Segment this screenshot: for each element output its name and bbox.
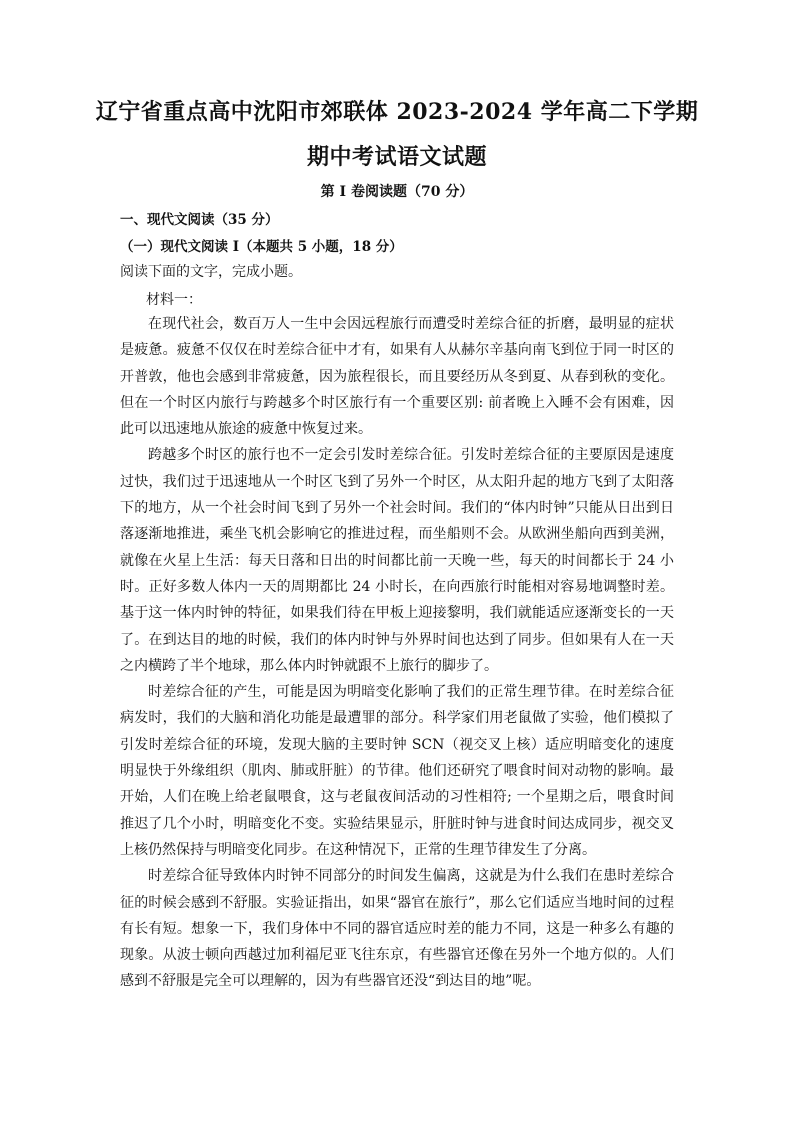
part-subtitle: 第 I 卷阅读题（70 分） (320, 184, 474, 200)
exam-title-line2: 期中考试语文试题 (306, 144, 487, 170)
exam-title-line1: 辽宁省重点高中沈阳市郊联体 2023-2024 学年高二下学期 (95, 99, 699, 125)
subsection-heading: （一）现代文阅读 I（本题共 5 小题，18 分） (120, 239, 403, 255)
paragraph: 跨越多个时区的旅行也不一定会引发时差综合征。引发时差综合征的主要原因是速度过快，我们过于迅速地从一个时区飞到了另外一个时区，从太阳升起的地方飞到了太阳落下的地方，从一个社会时间飞到了另外一个社会时间。我们的“体内时钟”只能从日出到日落逐渐地推进，乘坐飞机会影响它的推进过程，而坐船则不会。从欧洲坐船向西到美洲，就像在火星上生活：每天日落和日出的时间都比前一天晚一些，每天的时间都长于 24 小时。正好多数人体内一天的周期都比 24 小时长，在向西旅行时能相对容易地调整时差。基于这一体内时钟的特征，如果我们待在甲板上迎接黎明，我们就能适应逐渐变长的一天了。在到达目的地的时候，我们的体内时钟与外界时间也达到了同步。但如果有人在一天之内横跨了半个地球，那么体内时钟就跟不上旅行的脚步了。 (120, 447, 674, 674)
section-heading: 一、现代文阅读（35 分） (120, 212, 279, 228)
paragraph: 在现代社会，数百万人一生中会因远程旅行而遭受时差综合征的折磨，最明显的症状是疲惫。疲惫不仅仅在时差综合征中才有，如果有人从赫尔辛基向南飞到位于同一时区的开普敦，他也会感到非常疲惫，因为旅程很长，而且要经历从冬到夏、从春到秋的变化。但在一个时区内旅行与跨越多个时区旅行有一个重要区别: 前者晚上入睡不会有困难，因此可以迅速地从旅途的疲惫中恢复过来。 (120, 316, 674, 438)
material-body (120, 311, 674, 995)
paragraph: 时差综合征导致体内时钟不同部分的时间发生偏离，这就是为什么我们在患时差综合征的时候会感到不舒服。实验证指出，如果“器官在旅行”，那么它们适应当地时间的过程有长有短。想象一下，我们身体中不同的器官适应时差的能力不同，这是一种多么有趣的现象。从波士顿向西越过加利福尼亚飞往东京，有些器官还像在另外一个地方似的。人们感到不舒服是完全可以理解的，因为有些器官还没“到达目的地”呢。 (120, 868, 674, 990)
material-label: 材料一： (146, 292, 202, 308)
reading-instruction: 阅读下面的文字，完成小题。 (120, 264, 302, 280)
paragraph: 时差综合征的产生，可能是因为明暗变化影响了我们的正常生理节律。在时差综合征病发时，我们的大脑和消化功能是最遭罪的部分。科学家们用老鼠做了实验，他们模拟了引发时差综合征的环境，发现大脑的主要时钟 SCN（视交叉上核）适应明暗变化的速度明显快于外缘组织（肌肉、肺或肝脏）的节律。他们还研究了喂食时间对动物的影响。最开始，人们在晚上给老鼠喂食，这与老鼠夜间活动的习性相符; 一个星期之后，喂食时间推迟了几个小时，明暗变化不变。实验结果显示，肝脏时钟与进食时间达成同步，视交叉上核仍然保持与明暗变化同步。在这种情况下，正常的生理节律发生了分离。 (120, 684, 674, 858)
